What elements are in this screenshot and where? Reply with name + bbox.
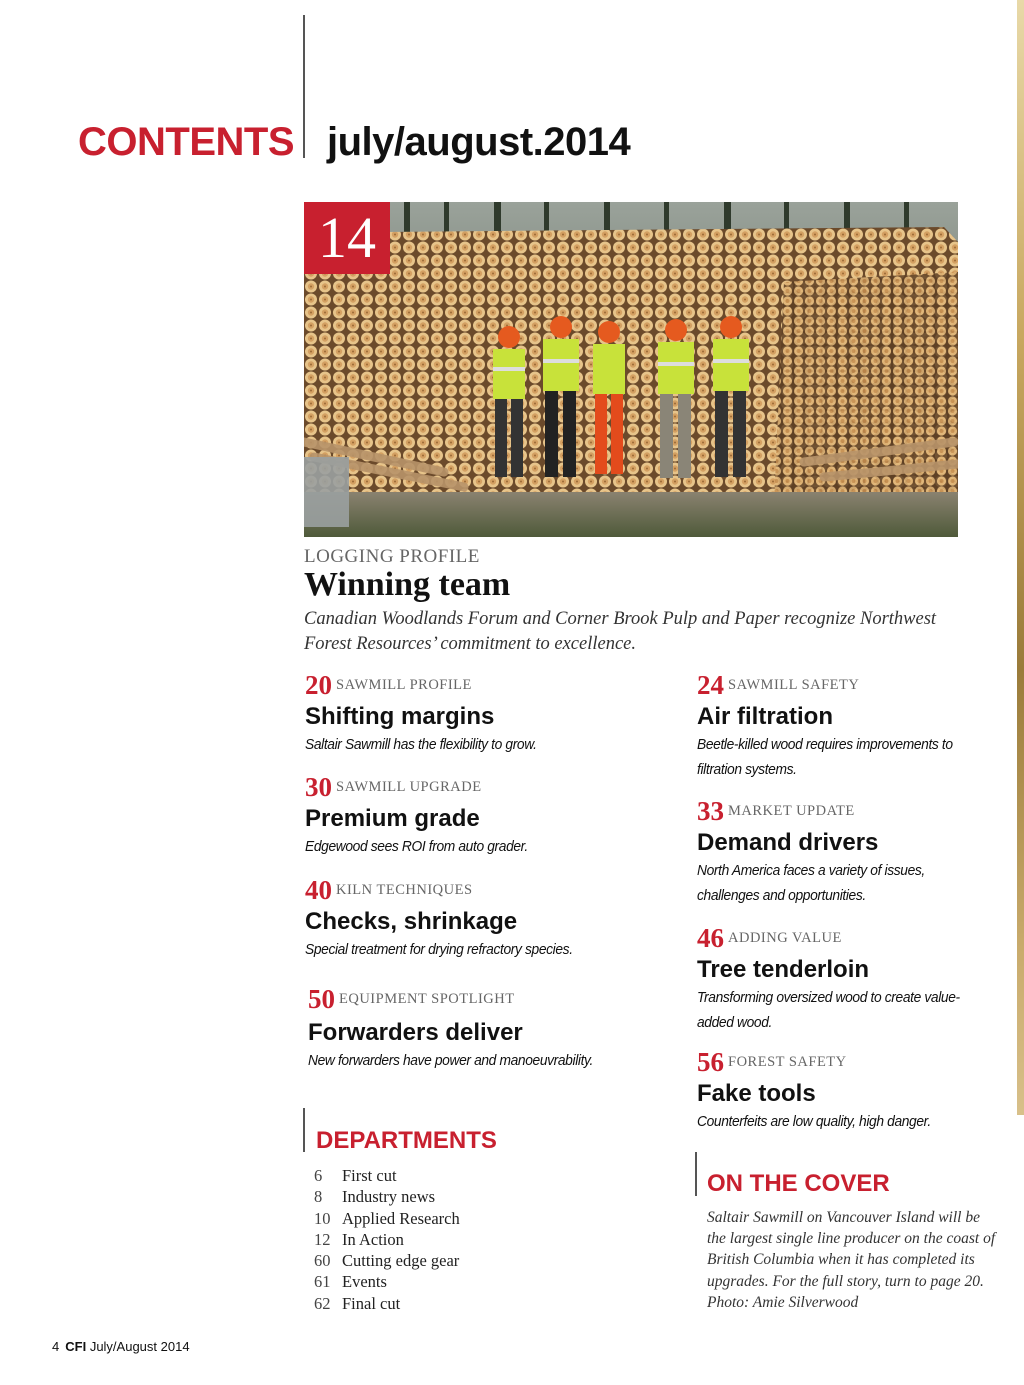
department-page: 61 — [314, 1272, 331, 1292]
department-item[interactable] — [314, 1208, 460, 1229]
article-section: MARKET UPDATE — [728, 803, 855, 819]
department-page: 10 — [314, 1208, 331, 1228]
article-description: Transforming oversized wood to create value-added wood. — [697, 989, 960, 1031]
issue-title: july/august.2014 — [327, 120, 631, 164]
article-section: ADDING VALUE — [728, 930, 842, 946]
feature-page-badge: 14 — [304, 202, 390, 274]
department-item[interactable] — [314, 1293, 460, 1314]
feature-title[interactable]: Winning team — [304, 566, 511, 603]
article-description: Saltair Sawmill has the flexibility to grow. — [305, 736, 537, 753]
department-page: 8 — [314, 1187, 323, 1207]
cover-divider — [695, 1152, 697, 1196]
article-entry[interactable] — [697, 923, 1024, 1035]
article-title: Forwarders deliver — [308, 1019, 523, 1046]
department-item[interactable] — [314, 1229, 460, 1250]
department-item[interactable] — [314, 1165, 460, 1186]
departments-divider — [303, 1108, 305, 1152]
article-entry[interactable] — [697, 670, 1024, 782]
department-label: Applied Research — [342, 1208, 460, 1228]
article-title: Shifting margins — [305, 703, 495, 730]
article-page-number: 30 — [305, 772, 332, 802]
article-description: New forwarders have power and manoeuvrability. — [308, 1052, 594, 1069]
page-footer — [52, 1339, 190, 1354]
feature-photo[interactable] — [304, 202, 958, 537]
on-the-cover-heading: ON THE COVER — [707, 1170, 890, 1197]
article-page-number: 46 — [697, 923, 724, 953]
article-description: Special treatment for drying refractory species. — [305, 941, 573, 958]
article-entry[interactable] — [305, 875, 635, 962]
article-title: Demand drivers — [697, 829, 879, 856]
article-section: FOREST SAFETY — [728, 1054, 847, 1070]
departments-list — [314, 1165, 460, 1314]
article-section: SAWMILL UPGRADE — [336, 779, 482, 795]
header-divider — [303, 15, 305, 158]
article-entry[interactable] — [697, 1047, 1024, 1134]
article-title: Checks, shrinkage — [305, 908, 518, 935]
department-label: Industry news — [342, 1187, 436, 1207]
department-item[interactable] — [314, 1186, 460, 1207]
article-section: SAWMILL SAFETY — [728, 677, 860, 693]
article-section: SAWMILL PROFILE — [336, 677, 472, 693]
article-description: North America faces a variety of issues, challenges and opportunities. — [697, 862, 925, 904]
departments-heading: DEPARTMENTS — [316, 1127, 497, 1154]
department-label: Cutting edge gear — [342, 1251, 460, 1271]
department-page: 60 — [314, 1251, 331, 1271]
department-item[interactable] — [314, 1271, 460, 1292]
footer-page-number: 4 — [52, 1339, 60, 1354]
footer-publication: CFI — [65, 1339, 87, 1354]
feature-description: Canadian Woodlands Forum and Corner Brook Pulp and Paper recognize Northwest Forest Resources’ commitment to excellence. — [304, 609, 937, 654]
article-entry[interactable] — [305, 670, 635, 757]
article-page-number: 24 — [697, 670, 724, 700]
article-entry[interactable] — [305, 772, 635, 859]
article-description: Edgewood sees ROI from auto grader. — [305, 838, 528, 855]
feature-section-label: LOGGING PROFILE — [304, 546, 480, 567]
department-label: Final cut — [342, 1293, 401, 1313]
logging-crew-illustration — [304, 202, 958, 537]
article-section: EQUIPMENT SPOTLIGHT — [339, 991, 515, 1007]
department-page: 6 — [314, 1166, 323, 1185]
article-title: Tree tenderloin — [697, 956, 870, 983]
article-section: KILN TECHNIQUES — [336, 882, 473, 898]
contents-heading: CONTENTS — [78, 120, 294, 164]
footer-issue: July/August 2014 — [89, 1339, 190, 1354]
article-page-number: 40 — [305, 875, 332, 905]
department-item[interactable] — [314, 1250, 460, 1271]
article-page-number: 20 — [305, 670, 332, 700]
department-page: 62 — [314, 1293, 331, 1313]
article-title: Fake tools — [697, 1080, 816, 1107]
article-page-number: 50 — [308, 984, 335, 1014]
department-page: 12 — [314, 1229, 331, 1249]
department-label: In Action — [342, 1229, 404, 1249]
article-page-number: 33 — [697, 796, 724, 826]
article-entry[interactable] — [697, 796, 1024, 908]
article-description: Counterfeits are low quality, high danger. — [697, 1113, 931, 1130]
article-page-number: 56 — [697, 1047, 724, 1077]
on-the-cover-text: Saltair Sawmill on Vancouver Island will be the largest single line producer on the coast of British Columbia when it has completed its upgrades. For the full story, turn to page 20. Photo: Amie Silverwood — [707, 1209, 996, 1311]
article-title: Air filtration — [697, 703, 833, 730]
department-label: Events — [342, 1272, 387, 1292]
article-entry[interactable] — [308, 984, 638, 1073]
article-description: Beetle-killed wood requires improvements to filtration systems. — [697, 736, 953, 778]
department-label: First cut — [342, 1166, 397, 1185]
article-title: Premium grade — [305, 805, 480, 832]
